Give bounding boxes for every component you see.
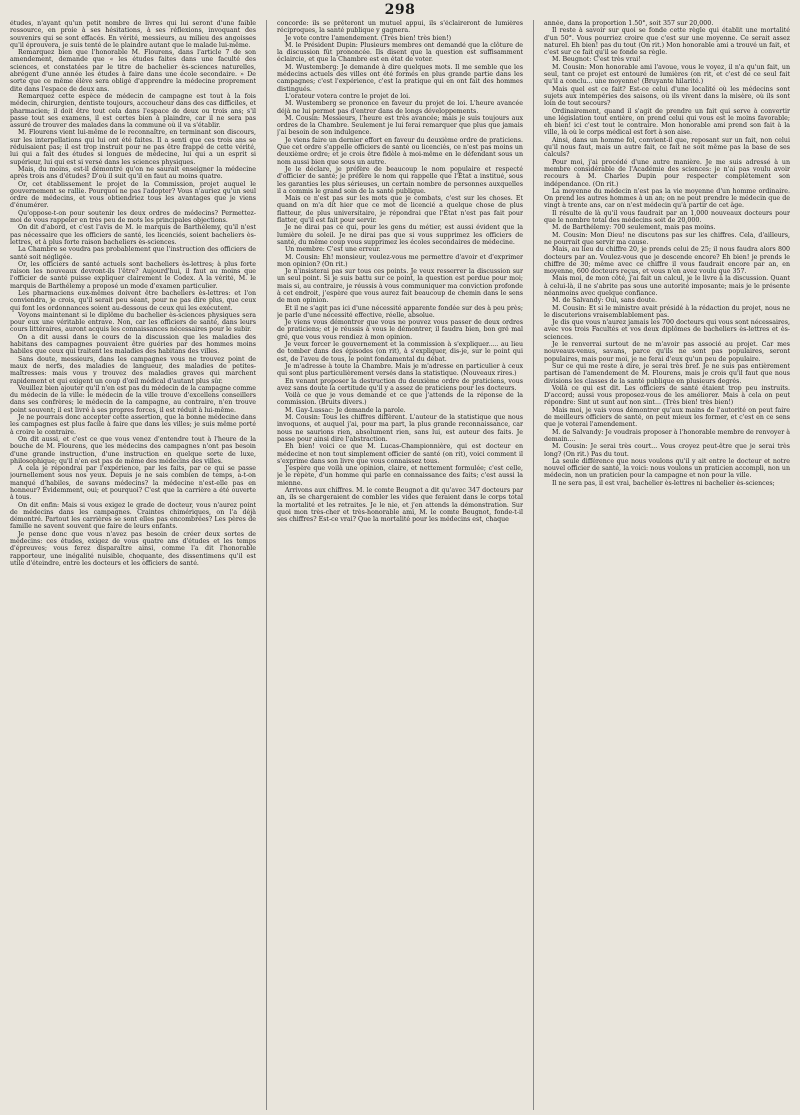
paragraph: L'orateur votera contre le projet de loi. bbox=[285, 92, 411, 100]
paragraph: Je dis que vous n'aurez jamais les 700 docteurs qui vous sont nécessaires, avec vos trois Facultés et vos deux diplômes de bacheliers ès-lettres et ès-sciences. bbox=[544, 319, 790, 341]
paragraph: année, dans la proportion 1.50°, soit 357 sur 20,000. bbox=[544, 20, 714, 27]
paragraph: Je m'adresse à toute la Chambre. Mais je m'adresse en particulier à ceux qui sont plus particulièrement versés dans la statistique. (Nouveaux rires.) bbox=[277, 362, 523, 378]
paragraph: On a dit aussi dans le cours de la discussion que les maladies des habitans des campagnes pouvaient être guéries par des hommes moins habiles que ceux qui traitent les maladies des habitans des villes. bbox=[10, 333, 256, 356]
paragraph: M. Cousin: Mon Dieu! ne discutons pas sur les chiffres. Cela, d'ailleurs, ne pourrait que servir ma cause. bbox=[544, 231, 790, 246]
paragraph: M. Cousin: Et si le ministre avait présidé à la rédaction du projet, nous ne le discuterions vraisemblablement pas. bbox=[544, 304, 790, 319]
paragraph: Les pharmaciens eux-mêmes doivent être bacheliers ès-lettres: et l'on conviendra, je crois, qu'il serait peu séant, pour ne pas dire plus, que ceux qui font les ordonnances soient au-dessous de ceux qui les exécutent. bbox=[10, 289, 256, 312]
paragraph: Il résulte de là qu'il vous faudrait par an 1,000 nouveaux docteurs pour que le nombre total des médecins soit de 20,000. bbox=[544, 209, 790, 225]
paragraph: Or, cet établissement le projet de la Commission, projet auquel le gouvernement se rallie. Pourquoi ne pas l'adopter? Vous n'auriez qu'un seul ordre de médecins, et vous obtiendriez tous les avantages que je viens d'énumérer. bbox=[10, 180, 256, 210]
paragraph: Arrivons aux chiffres. M. le comte Beugnot a dit qu'avec 347 docteurs par an, ils se chargeraient de combler les vides que feraient dans le corps total la mortalité et les retraites. Je le nie, et j'en attends la démonstration. Sur quoi mon très-cher et très-honorable ami, M. le comte Beugnot, fonde-t-il ses chiffres? Est-ce vrai? Que la mortalité pour les médecins est, chaque bbox=[277, 487, 523, 524]
paragraph: Je le déclare, je préfère de beaucoup le nom populaire et respecté d'officier de santé; je préfère le nom qui rappelle que l'État a institué, sous les garanties les plus sérieuses, un certain nombre de personnes auxquelles il a commis le grand soin de la santé publique. bbox=[277, 165, 523, 195]
paragraph: Mais quel est ce fait? Est-ce celui d'une localité où les médecins sont sujets aux intempéries des saisons, où ils vivent dans la misère, où ils sont loin de tout secours? bbox=[544, 85, 790, 108]
paragraph: Je ne pourrais donc accepter cette assertion, que la bonne médecine dans les campagnes est plus facile à faire que dans les villes; je suis même porté à croire le contraire. bbox=[10, 414, 256, 436]
paragraph: On dit aussi, et c'est ce que vous venez d'entendre tout à l'heure de la bouche de M. Flourens, que les médecins des campagnes n'ont pas besoin d'une grande instruction, d'une instruction en quelque sorte de luxe, philosophique; qu'il n'en est pas de même des médecins des villes. bbox=[10, 435, 256, 465]
paragraph: Ainsi, dans un homme fol, convient-il que, reposant sur un fait, non celui qu'il nous faut, mais un autre fait, ce fait ne soit même pas la base de ses calculs? bbox=[544, 136, 790, 159]
paragraph: M. Cousin: Je serai très court... Vous croyez peut-être que je serai très long? (On rit.) Pas du tout. bbox=[544, 443, 790, 458]
paragraph: M. Wustemberg se prononce en faveur du projet de loi. L'heure avancée déjà ne lui permet pas d'entrer dans de longs développements. bbox=[277, 100, 523, 115]
paragraph: Pour moi, j'ai procédé d'une autre manière. Je me suis adressé à un membre considérable de l'Académie des sciences: je n'ai pas voulu avoir recours à M. Charles Dupin pour respecter complètement son indépendance. (On rit.) bbox=[544, 158, 790, 188]
paragraph: Mais ce n'est pas sur les mots que je combats, c'est sur les choses. Et quand on m'a dit hier que ce mot de licencié a quelque chose de plus flatteur, de plus universitaire, je répondrai que l'État n'est pas fait pour flatter, qu'il est fait pour servir. bbox=[277, 195, 523, 225]
paragraph: M. de Barthélemy: 700 seulement, mais pas moins. bbox=[552, 224, 716, 232]
paragraph: Je vote contre l'amendement. (Très bien! très bien!) bbox=[285, 34, 452, 42]
paragraph: La seule différence que nous voulons qu'il y ait entre le docteur et notre nouvel officier de santé, la voici: nous voulons un praticien accompli, non un médecin, non un praticien pour la campagne et non pour la ville. bbox=[544, 457, 790, 480]
paragraph: Je viens vous démontrer que vous ne pouvez vous passer de deux ordres de praticiens; et je réussis à vous le démontrer, il faudra bien, bon gré mal gré, que vous vous rendiez à mon opinion. bbox=[277, 319, 523, 341]
paragraph: Mais moi, je vais vous démontrer qu'aux mains de l'autorité on peut faire de meilleurs officiers de santé, on peut mieux les former, et c'est en ce sens que je voterai l'amendement. bbox=[544, 406, 790, 429]
paragraph: Il ne sera pas, il est vrai, bachelier ès-lettres ni bachelier ès-sciences; bbox=[552, 479, 775, 487]
paragraph: M. le Président Dupin: Plusieurs membres ont demandé que la clôture de la discussion fût prononcée. Ils disent que la question est suffisamment éclaircie, et que la Chambre est en état de voter. bbox=[277, 41, 523, 64]
paragraph: Et il ne s'agit pas ici d'une nécessité apparente fondée sur des à peu près; je parle d'une nécessité effective, réelle, absolue. bbox=[277, 304, 523, 319]
page-number: 298 bbox=[384, 2, 416, 18]
column-1 bbox=[10, 20, 256, 1110]
paragraph: Veuillez bien ajouter qu'il n'en est pas du médecin de la campagne comme du médecin de la ville: le médecin de la ville trouve d'excellens conseillers dans ses confrères; le médecin de la campagne, au contraire, n'en trouve point souvent; il est livré à ses propres forces, il est réduit à lui-même. bbox=[10, 384, 256, 414]
paragraph: Mais, au lieu du chiffre 20, je prends celui de 25; il nous faudra alors 800 docteurs par an. Voulez-vous que je descende encore? Eh bien! je prends le chiffre de 30; même avec ce chiffre il vous faudrait encore par an, en moyenne, 600 docteurs reçus, et vous n'en avez voulu que 357. bbox=[544, 246, 790, 276]
paragraph: Je veux forcer le gouvernement et la commission à s'expliquer..... au lieu de tomber dans des épisodes (on rit), à s'expliquer, dis-je, sur le point qui est, de l'aveu de tous, le point fondamental du débat. bbox=[277, 341, 523, 363]
paragraph: La moyenne du médecin n'est pas la vie moyenne d'un homme ordinaire. On prend les autres hommes à un an; on ne peut prendre le médecin que de vingt à trente ans, car on n'est médecin qu'à partir de cet âge. bbox=[544, 187, 790, 210]
paragraph: concorde: ils se prêteront un mutuel appui, ils s'éclaireront de lumières réciproques, la santé publique y gagnera. bbox=[277, 20, 523, 35]
paragraph: Il reste à savoir sur quoi se fonde cette règle qui établit une mortalité d'un 50°. Vous pourriez croire que c'est sur une moyenne. Ce serait assez naturel. Eh bien! pas du tout (On rit.) Mon honorable ami a trouvé un fait, et c'est sur ce fait qu'il se fonde sa règle. bbox=[544, 27, 790, 57]
column-divider bbox=[266, 20, 267, 1110]
paragraph: Je n'insisterai pas sur tous ces points. Je veux resserrer la discussion sur un seul point. Si je suis battu sur ce point, la question est perdue pour moi; mais si, au contraire, je réussis à vous communiquer ma conviction profonde à cet endroit, j'espère que vous aurez fait beaucoup de chemin dans le sens de mon opinion. bbox=[277, 268, 523, 305]
paragraph: J'espère que voilà une opinion, claire, et nettement formulée; c'est celle, je le répète, d'un homme qui parle en connaissance des faits; c'est aussi la mienne. bbox=[277, 465, 523, 487]
paragraph: Qu'oppose-t-on pour soutenir les deux ordres de médecins? Permettez-moi de vous rappeler en très peu de mots les principales objections. bbox=[10, 209, 256, 225]
paragraph: Remarquez bien que l'honorable M. Flourens, dans l'article 7 de son amendement, demande que « les études faites dans une faculté des sciences, et constatées par le titre de bachelier ès-sciences naturelles, abrégent d'une année les études à faire dans une école secondaire. » De sorte que ce même élève sera obligé d'apprendre la médecine proprement dite dans l'espace de deux ans. bbox=[10, 49, 256, 93]
paragraph: Or, les officiers de santé actuels sont bacheliers ès-lettres; à plus forte raison les nouveaux devront-ils l'être? Aujourd'hui, il faut au moins que l'officier de santé puisse expliquer clairement le Codex. A la vérité, M. le marquis de Barthélemy a proposé un mode d'examen particulier. bbox=[10, 260, 256, 290]
paragraph: M. Cousin: Tous les chiffres diffèrent. L'auteur de la statistique que nous invoquons, et auquel j'ai, pour ma part, la plus grande reconnaissance, car nous ne saurions rien, absolument rien, sans lui, est auteur des faits. Je passe pour ainsi dire l'abstraction. bbox=[277, 414, 523, 443]
paragraph: On dit enfin: Mais si vous exigez le grade de docteur, vous n'aurez point de médecins dans les campagnes. Craintes chimériques, on l'a déjà démontré. Partout les carrières se sont elles pas encombrées? Les pères de famille ne savent souvent que faire de leurs enfants. bbox=[10, 501, 256, 531]
text-columns bbox=[10, 20, 790, 1110]
paragraph: M. Beugnot: C'est très vrai! bbox=[552, 56, 641, 64]
paragraph: La Chambre se voudra pas probablement que l'instruction des officiers de santé soit négligée. bbox=[10, 246, 256, 261]
paragraph: M. Cousin: Messieurs, l'heure est très avancée; mais je suis toujours aux ordres de la Chambre. Seulement je lui ferai remarquer que plus que jamais j'ai besoin de son indulgence. bbox=[277, 114, 523, 137]
paragraph: Un membre: C'est une erreur. bbox=[285, 246, 381, 254]
paragraph: On dit d'abord, et c'est l'avis de M. le marquis de Barthélemy, qu'il n'est pas nécessaire que les officiers de santé, les licenciés, soient bacheliers ès-lettres, et à plus forte raison bacheliers ès-sciences. bbox=[10, 224, 256, 246]
paragraph: Voilà ce que je vous demande et ce que j'attends de la réponse de la commission. (Bruits divers.) bbox=[277, 392, 523, 407]
paragraph: Je le renverrai surtout de ne m'avoir pas associé au projet. Car mes nouveaux-venus, savans, parce qu'ils ne sont pas populaires, seront populaires, mais pour moi, je ne ferai d'eux qu'un peu de populaire. bbox=[544, 341, 790, 363]
column-divider bbox=[533, 20, 534, 1110]
paragraph: Je pense donc que vous n'avez pas besoin de créer deux sortes de médecins: ces études, exigez de vous quatre ans d'études et les temps d'épreuves; vous ferez disparaître ainsi, comme l'a dit l'honorable rapporteur, une inégalité nuisible, choquante, des dissentimens qu'il est utile d'éteindre, entre les docteurs et les officiers de santé. bbox=[10, 530, 256, 567]
paragraph: Mais moi, de mon côté, j'ai fait un calcul, je le livre à la discussion. Quant à celui-là, il ne s'abrite pas sous une autorité imposante; mais je le présente néanmoins avec quelque confiance. bbox=[544, 275, 790, 297]
paragraph: Je ne dirai pas ce qui, pour les gens du métier, est aussi évident que la lumière du soleil. Je ne dirai pas que si vous supprimez les officiers de santé, du même coup vous supprimez les écoles secondaires de médecine. bbox=[277, 224, 523, 246]
paragraph: M. Wustemberg: Je demande à dire quelques mots. Il me semble que les médecins actuels des villes ont été formés en plus grande partie dans les campagnes; c'est l'expérience, c'est la pratique qui en ont fait des hommes distingués. bbox=[277, 63, 523, 93]
paragraph: Voyons maintenant si le diplôme du bachelier ès-sciences physiques sera pour eux une véritable entrave. Non, car les officiers de santé, dans leurs cours littéraires, auront acquis les connaissances nécessaires pour le subir. bbox=[10, 311, 256, 334]
paragraph: M. de Salvandy: Je voudrais proposer à l'honorable membre de renvoyer à demain.... bbox=[544, 428, 790, 443]
paragraph: Sans doute, messieurs, dans les campagnes vous ne trouvez point de maux de nerfs, des maladies de langueur, des maladies de petites-maîtresses: mais vous y trouvez des maladies graves qui marchent rapidement et qui exigent un coup d'œil médical d'autant plus sûr. bbox=[10, 355, 256, 385]
paragraph: Mais, du moins, est-il démontré qu'on ne saurait enseigner la médecine après trois ans d'études? D'où il suit qu'il en faut au moins quatre. bbox=[10, 165, 256, 181]
paragraph: M. Cousin: Mon honorable ami l'avoue, vous le voyez, il n'a qu'un fait, un seul, tant ce projet est entouré de lumières (on rit, et c'est de ce seul fait qu'il a conclu... une moyenne! (Bruyante hilarité.) bbox=[544, 63, 790, 86]
column-3 bbox=[544, 20, 790, 1110]
paragraph: Remarquez cette espèce de médecin de campagne est tout à la fois médecin, chirurgien, dentiste toujours, accoucheur dans des cas difficiles, et pharmacien; il doit être tout cela dans l'espace de deux ou trois ans; s'il passe tout ses examens, il est certes bien à plaindre, car il ne sera pas assuré de trouver des malades dans la commune où il va s'établir. bbox=[10, 92, 256, 130]
paragraph: Eh bien! voici ce que M. Lucas-Championnière, qui est docteur en médecine et non tout simplement officier de santé (on rit), voici comment il s'exprime dans son livre que vous connaissez tous. bbox=[277, 443, 523, 465]
paragraph: Voilà ce qui est dit. Les officiers de santé étaient trop peu instruits. D'accord; aussi vous proposez-vous de les améliorer. Mais à cela on peut répondre: Sint ut sunt aut non sint... (Très bien! très bien!) bbox=[544, 384, 790, 407]
paragraph: Je viens faire un dernier effort en faveur du deuxième ordre de praticiens. Que cet ordre s'appelle officiers de santé ou licenciés, ce n'est pas moins un deuxième ordre; et je crois être fidèle à moi-même en le défendant sous un nom aussi bien que sous un autre. bbox=[277, 136, 523, 166]
paragraph: M. Cousin: Eh! monsieur, voulez-vous me permettre d'avoir et d'exprimer mon opinion? (On rit.) bbox=[277, 253, 523, 268]
paragraph: A cela je répondrai par l'expérience, par les faits, par ce qui se passe journellement sous nos yeux. Depuis je ne sais combien de temps, a-t-on manqué d'habiles, de savans médecins? la médecine n'est-elle pas en honneur? Évidemment, oui; et pourquoi? C'est que la carrière a été ouverte à tous. bbox=[10, 465, 256, 502]
paragraph: M. Gay-Lussac: Je demande la parole. bbox=[285, 406, 406, 414]
paragraph: M. de Salvandy: Oui, sans doute. bbox=[552, 297, 658, 305]
paragraph: études, n'ayant qu'un petit nombre de livres qui lui seront d'une faible ressource, en proie à ses hésitations, à ses réflexions, invoquant des souvenirs qui se sont effacés. En vérité, messieurs, au milieu des angoisses qu'il éprouvera, je suis tenté de le plaindre autant que le malade lui-même. bbox=[10, 20, 256, 49]
paragraph: Sur ce qui me reste à dire, je serai très bref. Je ne suis pas entièrement partisan de l'amendement de M. Flourens, mais je crois qu'il faut que nous divisions les classes de la santé publique en plusieurs degrés. bbox=[544, 362, 790, 385]
paragraph: En venant proposer la destruction du deuxième ordre de praticiens, vous avez sans doute la certitude qu'il y a assez de praticiens pour les docteurs. bbox=[277, 377, 523, 392]
paragraph: Ordinairement, quand il s'agit de prendre un fait qui serve à convertir une législation tout entière, on prend celui qui vous est le moins favorable; eh bien! ici c'est tout le contraire. Mon honorable ami prend son fait à la ville, là où le corps médical est fort à son aise. bbox=[544, 107, 790, 137]
column-2 bbox=[277, 20, 523, 1110]
paragraph: M. Flourens vient lui-même de le reconnaître, en terminant son discours, sur les interpellations qui lui ont été faites. Il a senti que ces trois ans se réduisaient pas; il est trop instruit pour ne pas être frappé de cette vérité, lui qui a fait des études si longues de médecine, lui qui a un esprit si supérieur, lui qui est si versé dans les sciences physiques. bbox=[10, 129, 256, 166]
